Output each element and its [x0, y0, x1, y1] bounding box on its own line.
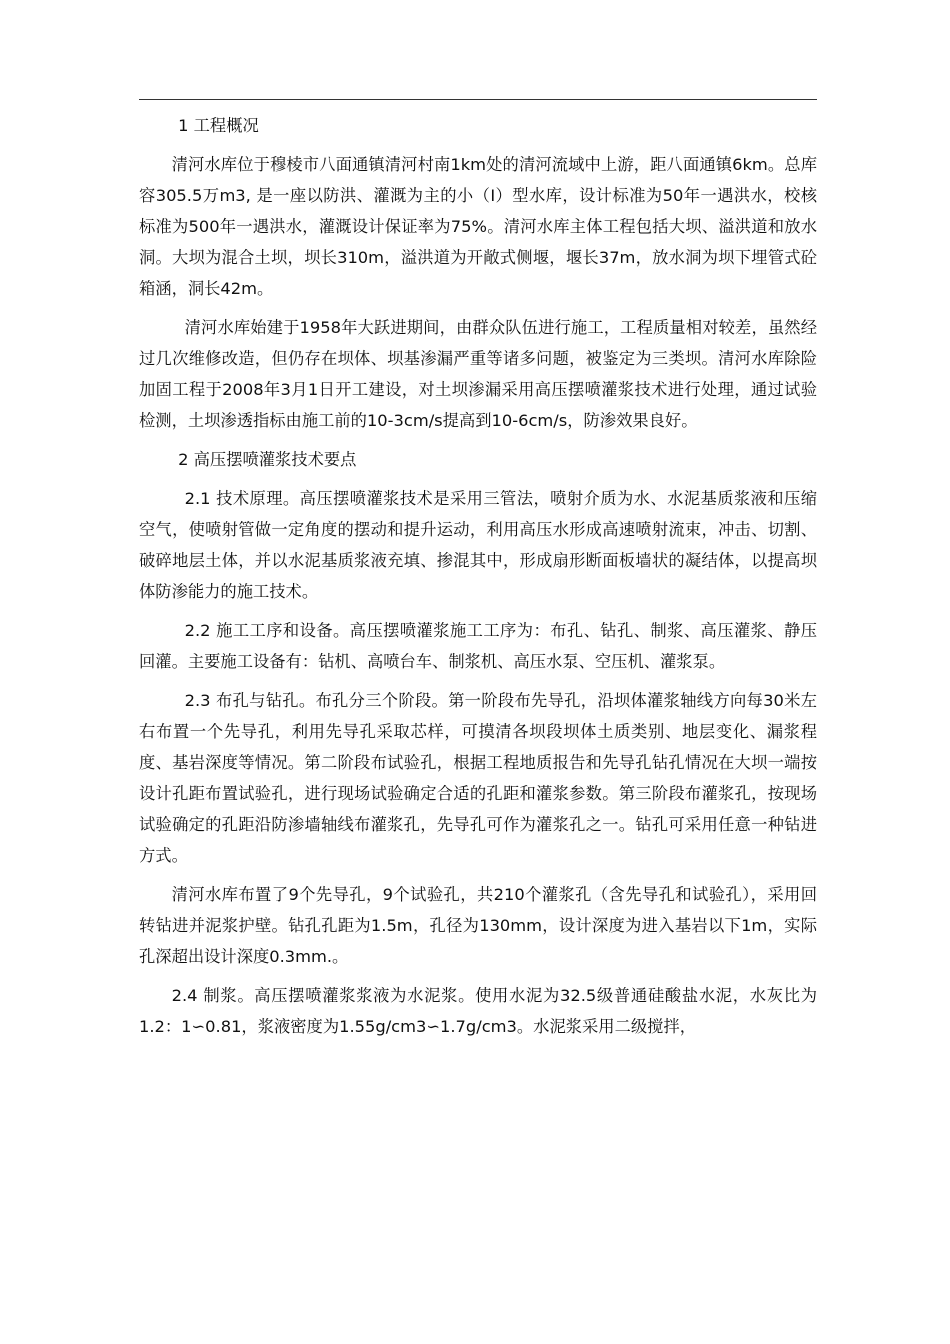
paragraph-2-3: 2.3 布孔与钻孔。布孔分三个阶段。第一阶段布先导孔，沿坝体灌浆轴线方向每30米左右布置一个先导孔，利用先导孔采取芯样，可摸清各坝段坝体土质类别、地层变化、漏浆程度、基岩深度等情况。第二阶段布试验孔，根据工程地质报告和先导孔钻孔情况在大坝一端按设计孔距布置试验孔，进行现场试验确定合适的孔距和灌浆参数。第三阶段布灌浆孔，按现场试验确定的孔距沿防渗墙轴线布灌浆孔，先导孔可作为灌浆孔之一。钻孔可采用任意一种钻进方式。 [139, 691, 817, 865]
paragraph-history: 清河水库始建于1958年大跃进期间，由群众队伍进行施工，工程质量相对较差，虽然经过几次维修改造，但仍存在坝体、坝基渗漏严重等诸多问题，被鉴定为三类坝。清河水库除险加固工程于2008年3月1日开工建设，对土坝渗漏采用高压摆喷灌浆技术进行处理，通过试验检测，土坝渗透指标由施工前的10-3cm/s提高到10-6cm/s，防渗效果良好。 [139, 318, 817, 430]
paragraph-2-2: 2.2 施工工序和设备。高压摆喷灌浆施工工序为：布孔、钻孔、制浆、高压灌浆、静压回灌。主要施工设备有：钻机、高喷台车、制浆机、高压水泵、空压机、灌浆泵。 [139, 621, 817, 671]
section-heading-1: 1 工程概况 [178, 116, 259, 135]
header-rule [139, 99, 817, 100]
document-body [139, 110, 817, 1050]
paragraph-2-4: 2.4 制浆。高压摆喷灌浆浆液为水泥浆。使用水泥为32.5级普通硅酸盐水泥，水灰比为1.2：1∽0.81，浆液密度为1.55g/cm3∽1.7g/cm3。水泥浆采用二级搅拌， [139, 986, 817, 1036]
section-heading-2: 2 高压摆喷灌浆技术要点 [178, 450, 357, 469]
paragraph-overview: 清河水库位于穆棱市八面通镇清河村南1km处的清河流域中上游，距八面通镇6km。总库容305.5万m3, 是一座以防洪、灌溉为主的小（I）型水库，设计标准为50年一遇洪水，校核标准为500年一遇洪水，灌溉设计保证率为75%。清河水库主体工程包括大坝、溢洪道和放水洞。大坝为混合土坝，坝长310m，溢洪道为开敞式侧堰，堰长37m，放水洞为坝下埋管式砼箱涵，洞长42m。 [139, 155, 817, 298]
paragraph-2-1: 2.1 技术原理。高压摆喷灌浆技术是采用三管法，喷射介质为水、水泥基质浆液和压缩空气，使喷射管做一定角度的摆动和提升运动，利用高压水形成高速喷射流束，冲击、切割、破碎地层土体，并以水泥基质浆液充填、掺混其中，形成扇形断面板墙状的凝结体，以提高坝体防渗能力的施工技术。 [139, 489, 817, 601]
paragraph-holes: 清河水库布置了9个先导孔，9个试验孔，共210个灌浆孔（含先导孔和试验孔），采用回转钻进并泥浆护壁。钻孔孔距为1.5m，孔径为130mm，设计深度为进入基岩以下1m，实际孔深超出设计深度0.3mm.。 [139, 885, 817, 966]
